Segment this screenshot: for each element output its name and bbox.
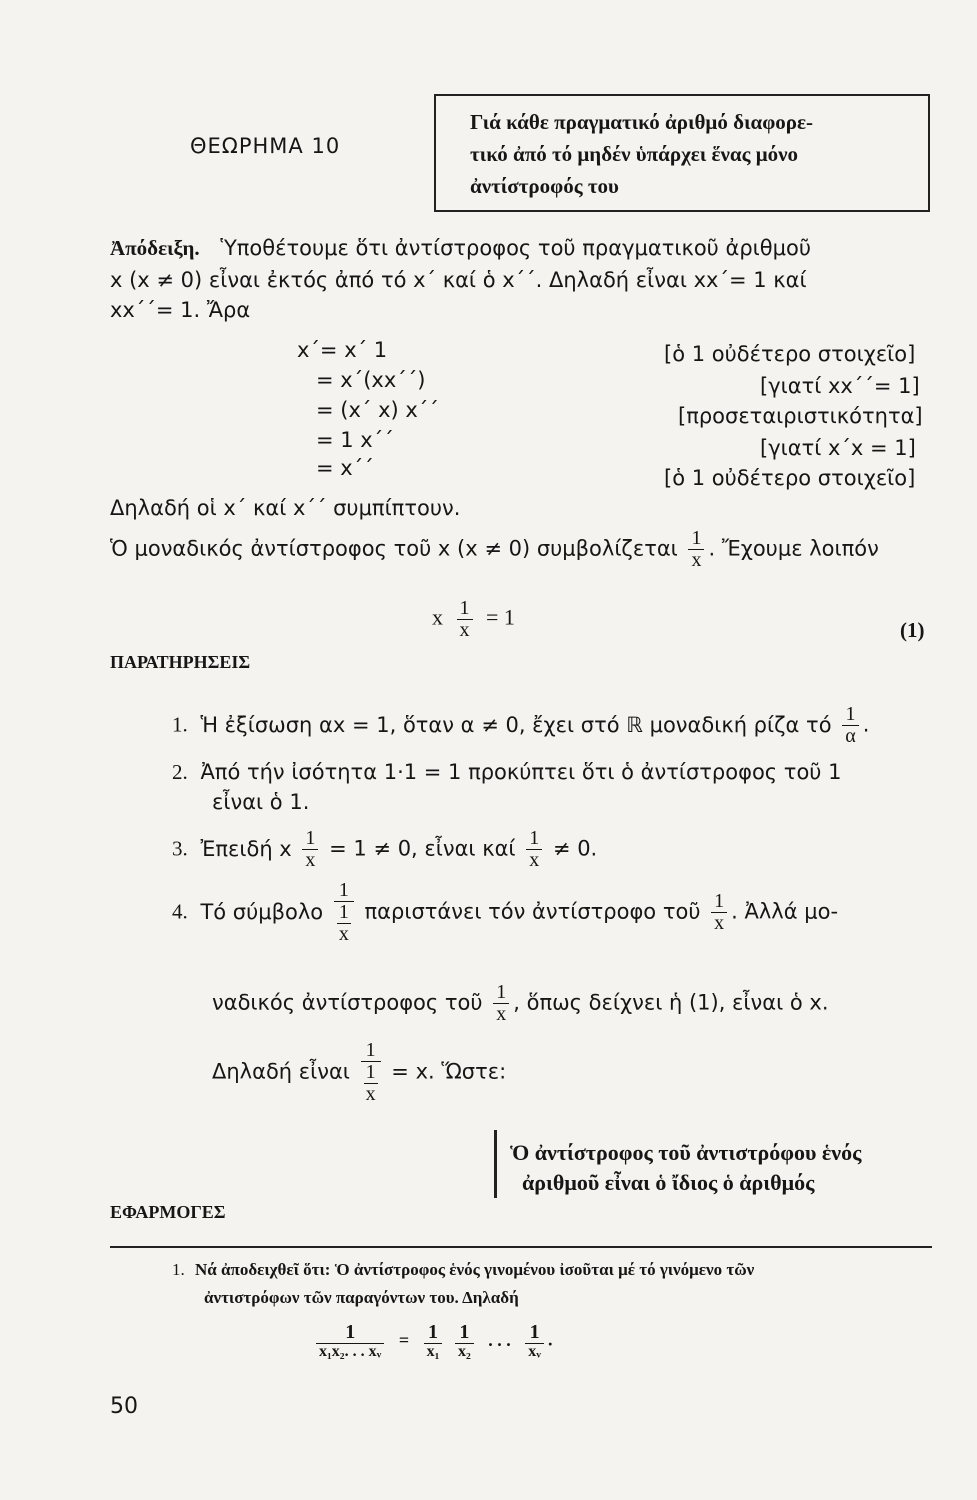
remark-4-line3-inner-num: 1: [365, 1061, 376, 1083]
remark-4-line-2: [212, 982, 829, 1025]
proof-label: Ἀπόδειξη.: [110, 236, 200, 260]
formula-f2-num: 1: [459, 1321, 470, 1343]
formula-lhs-den: x₁x₂. . . xᵥ: [316, 1343, 384, 1361]
step-reason-5: [ὁ 1 οὐδέτερο στοιχεῖο]: [664, 466, 916, 490]
remark-4-inner-num: 1: [338, 901, 349, 923]
remark-4-line3-big-den: [361, 1061, 381, 1105]
step-lhs-2: = x΄(xx΄΄): [316, 368, 426, 392]
remark-2-line-2: εἶναι ὁ 1.: [212, 790, 310, 814]
step-lhs-3: = (x΄ x) x΄΄: [316, 398, 439, 422]
remark-1-fraction: [842, 704, 858, 747]
remark-3-pre: Ἐπειδή x: [200, 836, 292, 861]
formula-f3-num: 1: [529, 1321, 540, 1343]
step-lhs-5: = x΄΄: [316, 456, 374, 480]
applications-title: ΕΦΑΡΜΟΓΕΣ: [110, 1202, 226, 1222]
formula-lhs: [316, 1322, 384, 1361]
formula-f3-den: xᵥ: [525, 1343, 544, 1361]
page-number: 50: [110, 1394, 138, 1419]
application-1-line-1: [172, 1260, 754, 1280]
step-reason-1: [ὁ 1 οὐδέτερο στοιχεῖο]: [664, 342, 916, 366]
step-reason-4: [γιατί x΄x = 1]: [760, 436, 916, 460]
equation-tag: (1): [900, 618, 925, 642]
formula-f3: [525, 1322, 544, 1361]
remark-4-pre: Τό σύμβολο: [200, 899, 324, 924]
remark-2-num: 2.: [172, 760, 188, 784]
proof-line-1: [110, 236, 811, 260]
remark-4-line3-big-num: 1: [365, 1039, 376, 1061]
remark-4-mid: παριστάνει τόν ἀντίστροφο τοῦ: [364, 899, 701, 924]
remarks-title: ΠΑΡΑΤΗΡΗΣΕΙΣ: [110, 652, 251, 672]
remark-3-frac2-num: 1: [529, 827, 540, 849]
formula-lhs-num: 1: [345, 1321, 356, 1343]
remark-4-line2-fraction: [493, 982, 509, 1025]
statement-bar: [494, 1130, 497, 1198]
remark-3-fraction-1: [302, 828, 318, 871]
remark-4-line3-post: = x. Ὥστε:: [391, 1059, 507, 1084]
step-reason-3: [προσεταιριστικότητα]: [678, 404, 923, 428]
remark-4-post: . Ἀλλά μο-: [731, 899, 839, 924]
application-1-text-1: Νά ἀποδειχθεῖ ὅτι: Ὁ ἀντίστροφος ἑνός γινομένου ἰσοῦται μέ τό γινόμενο τῶν: [195, 1260, 755, 1279]
proof-line-2: x (x ≠ 0) εἶναι ἐκτός ἀπό τό x΄ καί ὁ x΄΄. Δηλαδή εἶναι xx΄= 1 καί: [110, 268, 807, 292]
remark-4-line2-post: , ὅπως δείχνει ἡ (1), εἶναι ὁ x.: [513, 990, 829, 1015]
remark-4-line2-pre: ναδικός ἀντίστροφος τοῦ: [212, 990, 483, 1015]
remark-4-line2-frac-num: 1: [496, 981, 507, 1003]
step-reason-2: [γιατί xx΄΄= 1]: [760, 374, 920, 398]
remark-4: [172, 880, 838, 945]
proof-line-3: xx΄΄= 1. Ἄρα: [110, 298, 251, 322]
remark-4-frac-num: 1: [714, 890, 725, 912]
eq1-den: x: [457, 619, 473, 641]
section-rule: [110, 1246, 932, 1248]
remark-1-text: Ἡ ἐξίσωση αx = 1, ὅταν α ≠ 0, ἔχει στό ℝ μοναδική ρίζα τό: [200, 712, 832, 737]
remark-4-line3-pre: Δηλαδή εἶναι: [212, 1059, 350, 1084]
formula-f1-den: x₁: [424, 1343, 443, 1361]
equation-1: [432, 598, 515, 641]
unique-pre: Ὁ μοναδικός ἀντίστροφος τοῦ x (x ≠ 0) συμβολίζεται: [110, 536, 678, 561]
remark-2-line-1: Ἀπό τήν ἰσότητα 1·1 = 1 προκύπτει ὅτι ὁ ἀντίστροφος τοῦ 1: [200, 760, 842, 784]
eq1-x: x: [432, 604, 443, 630]
inverse-fraction: [688, 528, 704, 571]
theorem-box: [434, 94, 930, 212]
remark-4-big-den: [334, 901, 354, 945]
formula-dots: . . .: [488, 1329, 511, 1350]
remark-4-inner-den: x: [338, 923, 349, 945]
remark-1-frac-num: 1: [845, 703, 856, 725]
formula-f2-den: x₂: [455, 1343, 474, 1361]
remark-1-post: .: [862, 712, 870, 737]
remark-3-frac1-num: 1: [305, 827, 316, 849]
eq1-rhs: = 1: [486, 604, 515, 630]
formula-f2: [455, 1322, 474, 1361]
remark-2: [172, 760, 841, 784]
remark-4-big-num: 1: [338, 879, 349, 901]
step-lhs-1: x΄= x΄ 1: [297, 338, 388, 362]
unique-post: . Ἔχουμε λοιπόν: [708, 536, 879, 561]
remark-3: [172, 828, 597, 871]
remark-4-line3-inner-den: x: [365, 1083, 376, 1105]
statement-line-2: ἀριθμοῦ εἶναι ὁ ἴδιος ὁ ἀριθμός: [522, 1170, 815, 1195]
eq1-fraction: [457, 598, 473, 641]
remark-4-line2-frac-den: x: [493, 1003, 509, 1025]
theorem-title: ΘΕΩΡΗΜΑ 10: [190, 134, 341, 158]
formula-end: .: [548, 1329, 553, 1350]
formula-f1-num: 1: [428, 1321, 439, 1343]
remark-4-complex-fraction: [334, 880, 354, 945]
step-lhs-4: = 1 x΄΄: [316, 428, 394, 452]
application-1-num: 1.: [172, 1260, 185, 1279]
remark-4-line-3: [212, 1040, 506, 1105]
theorem-box-line-3: ἀντίστροφός του: [470, 174, 619, 198]
remark-1-num: 1.: [172, 712, 188, 737]
inverse-fraction-num: 1: [691, 527, 702, 549]
remark-3-fraction-2: [526, 828, 542, 871]
remark-4-num: 4.: [172, 899, 188, 924]
application-formula: [312, 1322, 553, 1361]
remark-4-frac-den: x: [711, 912, 727, 934]
unique-inverse-line: [110, 528, 879, 571]
formula-eq: =: [398, 1329, 410, 1350]
remark-1: [172, 704, 869, 747]
remark-1-frac-den: α: [842, 725, 858, 747]
inverse-fraction-den: x: [688, 549, 704, 571]
statement-line-1: Ὁ ἀντίστροφος τοῦ ἀντιστρόφου ἑνός: [510, 1140, 862, 1165]
remark-3-post: ≠ 0.: [552, 836, 598, 861]
remark-3-frac1-den: x: [302, 849, 318, 871]
remark-3-num: 3.: [172, 836, 188, 861]
theorem-box-line-2: τικό ἀπό τό μηδέν ὑπάρχει ἕνας μόνο: [470, 142, 799, 166]
proof-text-1: Ὑποθέτουμε ὅτι ἀντίστροφος τοῦ πραγματικοῦ ἀριθμοῦ: [220, 236, 811, 260]
remark-4-line3-complex-fraction: [361, 1040, 381, 1105]
remark-4-fraction: [711, 891, 727, 934]
proof-conclusion: Δηλαδή οἱ x΄ καί x΄΄ συμπίπτουν.: [110, 496, 461, 520]
application-1-line-2: ἀντιστρόφων τῶν παραγόντων του. Δηλαδή: [204, 1288, 519, 1307]
formula-f1: [424, 1322, 443, 1361]
remark-3-frac2-den: x: [526, 849, 542, 871]
theorem-box-line-1: Γιά κάθε πραγματικό ἀριθμό διαφορε-: [470, 110, 814, 134]
remark-3-mid: = 1 ≠ 0, εἶναι καί: [329, 836, 516, 861]
eq1-num: 1: [459, 597, 470, 619]
